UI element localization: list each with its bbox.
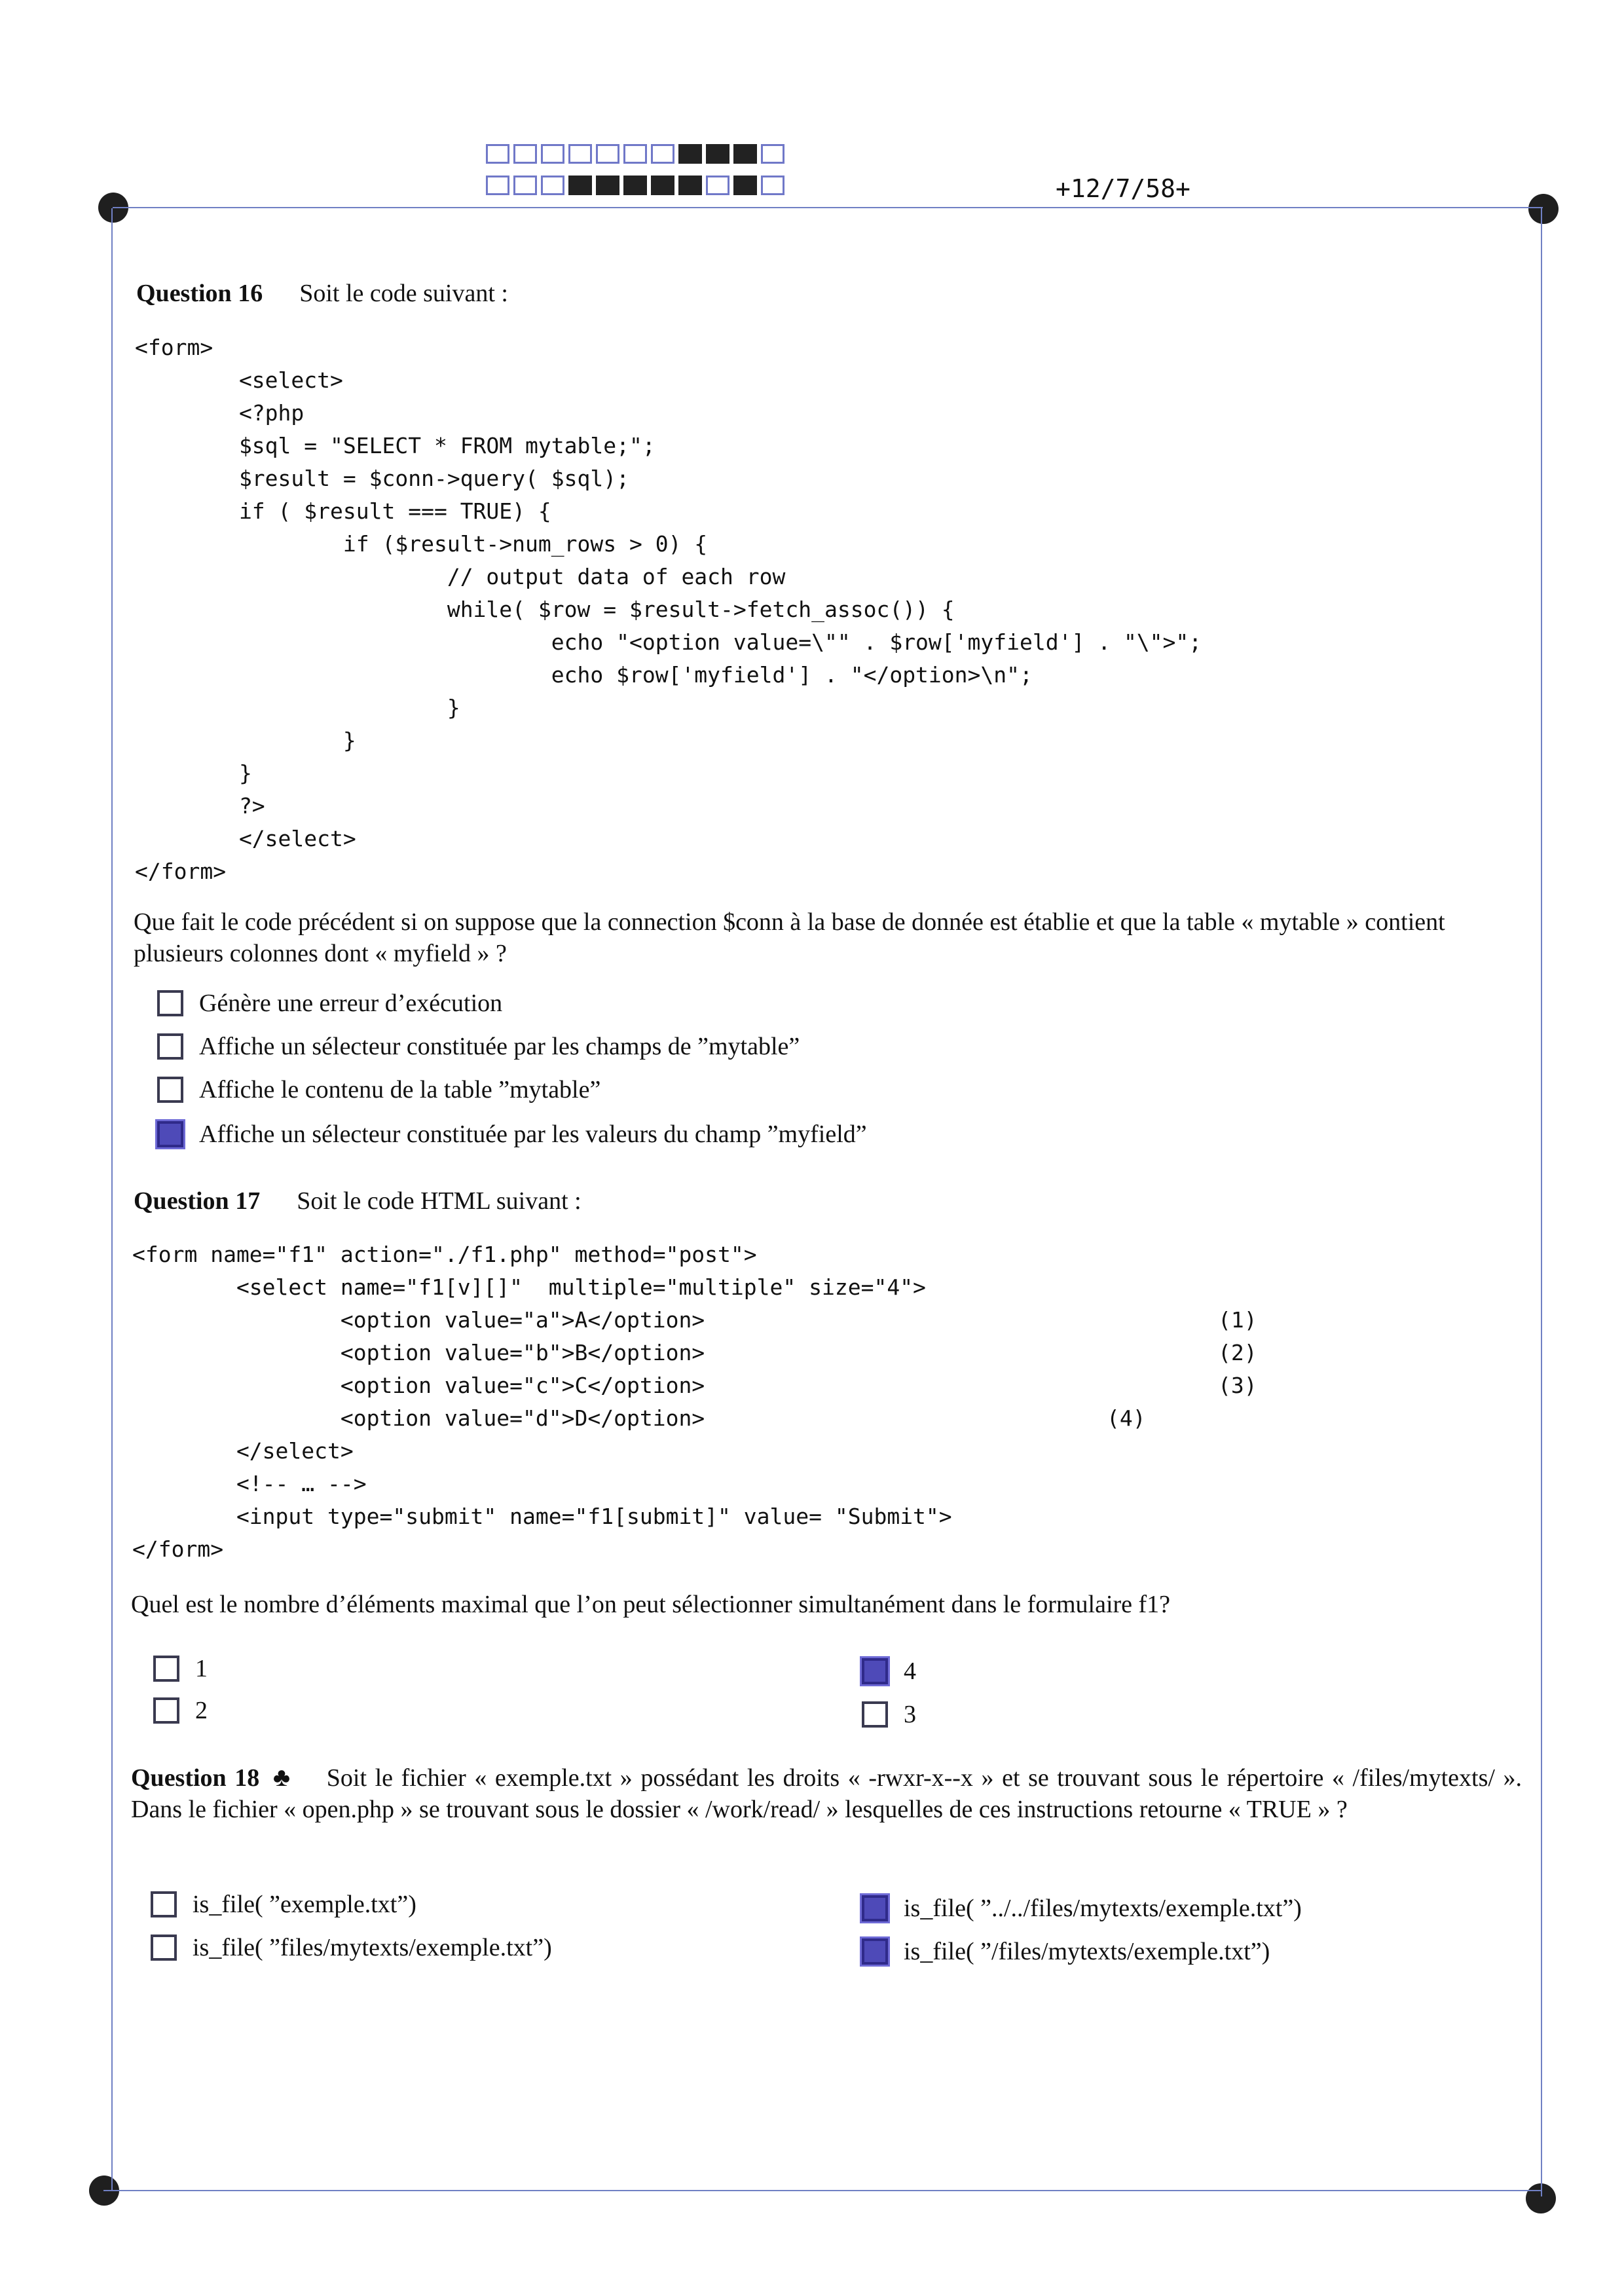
q17-header (134, 1187, 581, 1215)
id-box (623, 176, 647, 195)
frame-top (113, 207, 1543, 208)
id-box (733, 176, 757, 195)
id-box (733, 144, 757, 164)
id-box (513, 176, 537, 195)
q17-option-2-checkbox[interactable] (153, 1697, 179, 1724)
q17-marker-1: (1) (1218, 1307, 1257, 1333)
q16-option-3-checkbox[interactable] (157, 1077, 183, 1103)
q18-option-4[interactable] (862, 1937, 1270, 1966)
q17-code-line: <option value="b">B</option> (132, 1340, 705, 1365)
q16-header (136, 279, 508, 308)
id-box (678, 176, 702, 195)
q17-option-4-label: 3 (904, 1701, 916, 1728)
q18-question: Soit le fichier « exemple.txt » possédant les droits « -rwxr-x--x » et se trouvant sous le répertoire « /files/mytexts/ ». Dans le fichier « open.php » se trouvant sous le dossier « /work/read/ » lesquelles de ces instructions retourne « TRUE » ? (131, 1764, 1522, 1823)
q17-intro: Soit le code HTML suivant : (297, 1187, 581, 1215)
frame-bottom (103, 2190, 1541, 2191)
q18-number: Question 18 (131, 1764, 260, 1792)
q17-code-line: <option value="c">C</option> (132, 1373, 705, 1398)
frame-right (1541, 208, 1542, 2196)
q17-option-3[interactable] (862, 1657, 916, 1686)
id-box (541, 176, 564, 195)
q17-number: Question 17 (134, 1187, 261, 1215)
q16-option-1[interactable] (157, 989, 502, 1018)
q17-code-line: <option value="d">D</option> (132, 1405, 705, 1431)
q17-code-line: <select name="f1[v][]" multiple="multiple" size="4"> (132, 1274, 926, 1300)
id-box (596, 144, 619, 164)
id-box (568, 176, 592, 195)
q18-option-3-checkbox[interactable] (862, 1895, 888, 1921)
id-box-row-1 (486, 144, 788, 164)
id-box (541, 144, 564, 164)
q17-option-1-checkbox[interactable] (153, 1656, 179, 1682)
q16-option-1-checkbox[interactable] (157, 990, 183, 1016)
id-box (761, 176, 784, 195)
q17-option-3-checkbox[interactable] (862, 1658, 888, 1684)
q17-code-line: <input type="submit" name="f1[submit]" value= "Submit"> (132, 1504, 952, 1529)
id-box (486, 176, 509, 195)
q17-option-4-checkbox[interactable] (862, 1701, 888, 1728)
q17-code-line: <form name="f1" action="./f1.php" method="post"> (132, 1242, 757, 1267)
q18-option-4-label: is_file( ”/files/mytexts/exemple.txt”) (904, 1938, 1270, 1965)
id-box (651, 144, 674, 164)
q17-code-line: <option value="a">A</option> (132, 1307, 705, 1333)
corner-mark-top-right (1528, 194, 1559, 224)
q17-option-2-label: 2 (195, 1697, 208, 1724)
q16-code-block: <form> <select> <?php $sql = "SELECT * FROM mytable;"; $result = $conn->query( $sql); if ( $result === TRUE) { if ($result->num_rows > 0) { // output data of each row while( $row = $result->fetch_assoc()) { echo "<option value=\"" . $row['myfield'] . "\">"; echo $row['myfield'] . "</option>\n"; } } } ?> </select> </form> (135, 335, 1202, 884)
q16-number: Question 16 (136, 280, 263, 307)
q17-option-1[interactable] (153, 1654, 208, 1683)
id-box (513, 144, 537, 164)
club-icon: ♣ (272, 1762, 293, 1792)
q17-option-3-label: 4 (904, 1657, 916, 1685)
page-id: +12/7/58+ (1056, 174, 1190, 203)
frame-left (111, 208, 113, 2190)
q18-option-3[interactable] (862, 1894, 1302, 1923)
q17-question: Quel est le nombre d’éléments maximal que l’on peut sélectionner simultanément dans le formulaire f1? (131, 1591, 1171, 1618)
q17-code-line: </form> (132, 1536, 224, 1562)
q17-code-line: </select> (132, 1438, 354, 1464)
id-box (678, 144, 702, 164)
q17-option-4[interactable] (862, 1700, 916, 1729)
q18-option-4-checkbox[interactable] (862, 1938, 888, 1965)
id-box (486, 144, 509, 164)
id-box (761, 144, 784, 164)
q17-option-2[interactable] (153, 1696, 208, 1725)
id-box (568, 144, 592, 164)
q16-intro: Soit le code suivant : (299, 280, 508, 307)
q18-option-2[interactable] (151, 1933, 552, 1962)
id-box (706, 176, 729, 195)
q18-option-2-label: is_file( ”files/mytexts/exemple.txt”) (193, 1934, 552, 1961)
q16-option-2-label: Affiche un sélecteur constituée par les champs de ”mytable” (199, 1033, 800, 1060)
q16-option-1-label: Génère une erreur d’exécution (199, 990, 503, 1017)
id-box (651, 176, 674, 195)
q18-option-3-label: is_file( ”../../files/mytexts/exemple.txt”) (904, 1895, 1302, 1922)
q16-option-3[interactable] (157, 1075, 600, 1104)
q16-option-4-label: Affiche un sélecteur constituée par les valeurs du champ ”myfield” (199, 1120, 867, 1148)
q18-option-1-checkbox[interactable] (151, 1891, 177, 1917)
q17-marker-2: (2) (1218, 1340, 1257, 1365)
q17-marker-3: (3) (1218, 1373, 1257, 1398)
q16-question: Que fait le code précédent si on suppose que la connection $conn à la base de donnée est établie et que la table « mytable » contient plusieurs colonnes dont « myfield » ? (134, 908, 1445, 967)
q18-option-1[interactable] (151, 1890, 416, 1919)
q17-marker-4: (4) (1107, 1405, 1146, 1431)
q18-option-1-label: is_file( ”exemple.txt”) (193, 1891, 416, 1918)
q16-option-4-checkbox[interactable] (157, 1121, 183, 1147)
id-box (706, 144, 729, 164)
q16-option-2-checkbox[interactable] (157, 1033, 183, 1060)
q17-code-line: <!-- … --> (132, 1471, 367, 1496)
id-box (623, 144, 647, 164)
q18-option-2-checkbox[interactable] (151, 1935, 177, 1961)
q18-block (131, 1762, 1522, 1825)
q16-option-2[interactable] (157, 1032, 800, 1061)
id-box-row-2 (486, 176, 788, 195)
q16-option-3-label: Affiche le contenu de la table ”mytable” (199, 1076, 601, 1103)
q16-option-4[interactable] (157, 1120, 867, 1149)
q17-option-1-label: 1 (195, 1655, 208, 1682)
id-box (596, 176, 619, 195)
